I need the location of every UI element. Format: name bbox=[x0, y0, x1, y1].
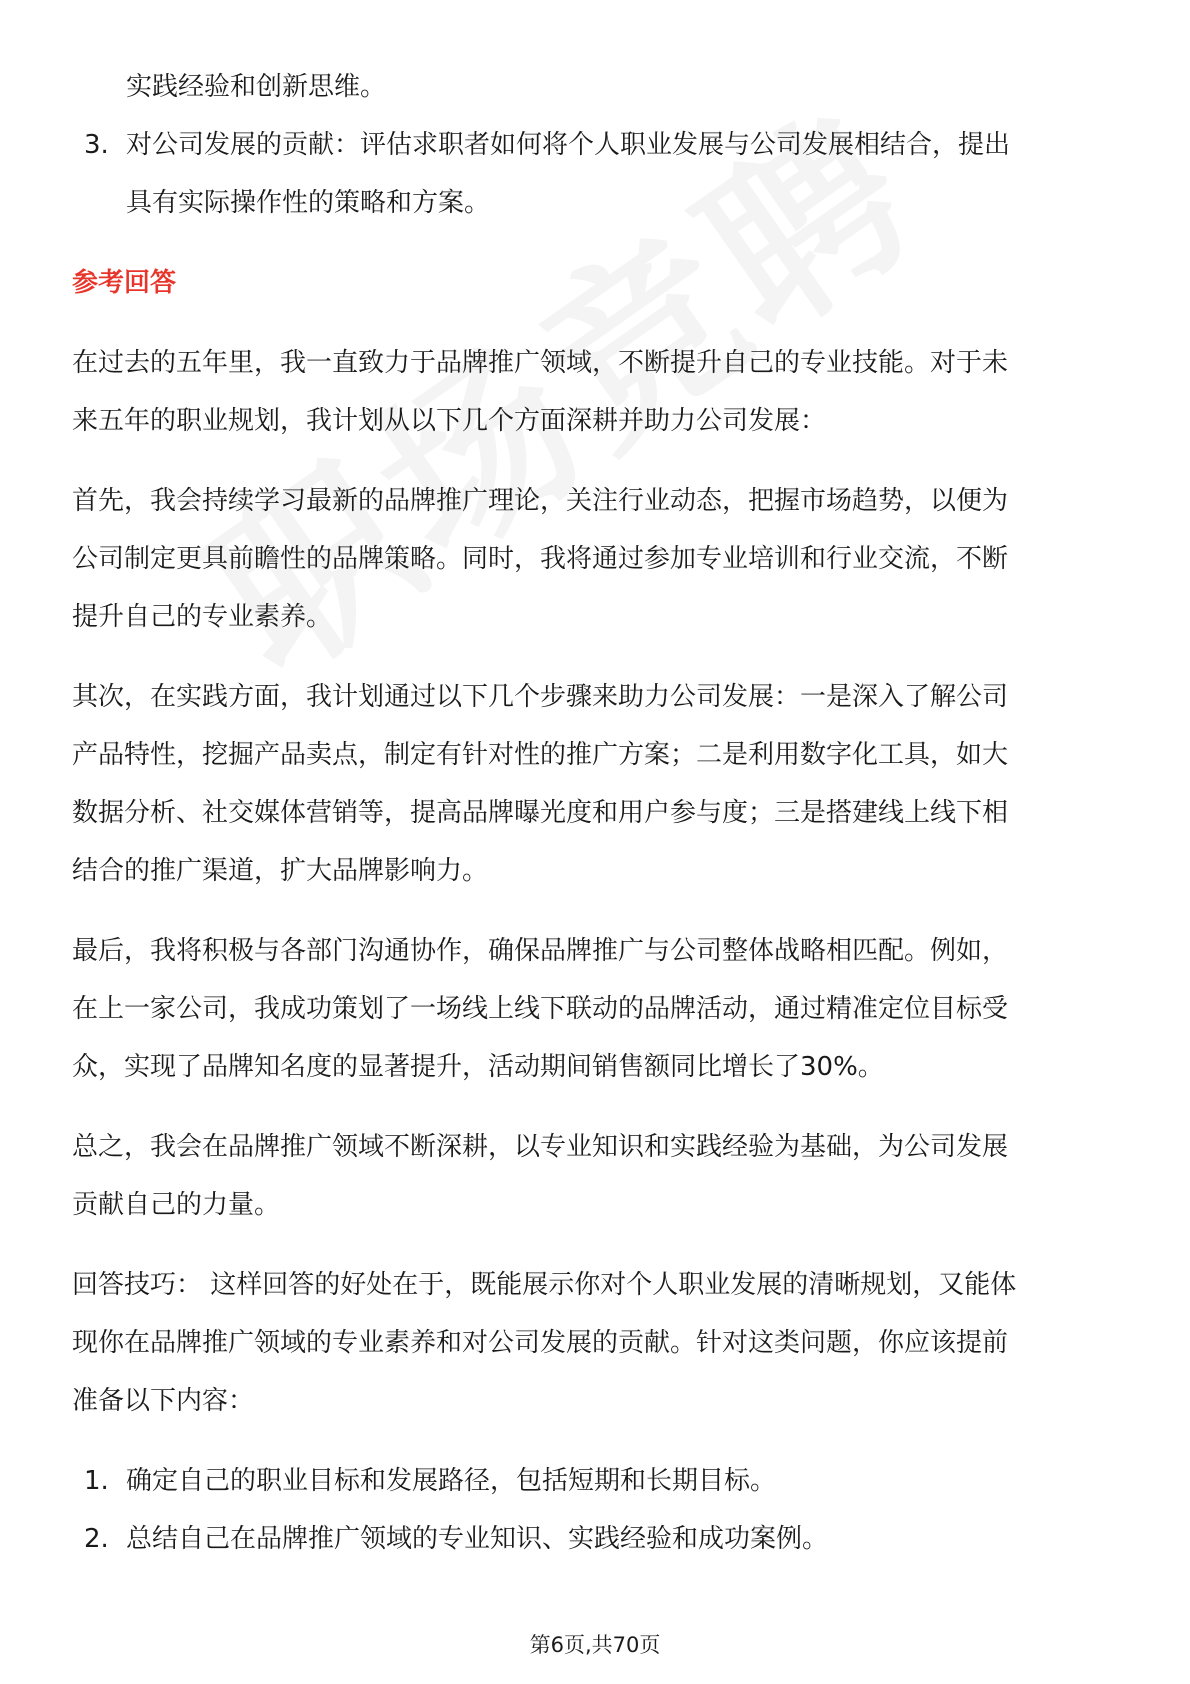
list-item-1 bbox=[72, 1452, 1122, 1510]
paragraph-line: 总之，我会在品牌推广领域不断深耕，以专业知识和实践经验为基础，为公司发展 bbox=[72, 1132, 1009, 1162]
list-item-continuation: 实践经验和创新思维。 bbox=[126, 72, 387, 102]
paragraph-line: 提升自己的专业素养。 bbox=[72, 602, 333, 632]
paragraph-line: 在上一家公司，我成功策划了一场线上线下联动的品牌活动，通过精准定位目标受 bbox=[72, 994, 1009, 1024]
paragraph-line: 公司制定更具前瞻性的品牌策略。同时，我将通过参加专业培训和行业交流，不断 bbox=[72, 544, 1009, 574]
paragraph-line: 贡献自己的力量。 bbox=[72, 1190, 281, 1220]
paragraph-line: 产品特性，挖掘产品卖点，制定有针对性的推广方案；二是利用数字化工具，如大 bbox=[72, 740, 1009, 770]
list-item-line: 具有实际操作性的策略和方案。 bbox=[126, 188, 491, 218]
paragraph-line: 准备以下内容： bbox=[72, 1386, 255, 1416]
paragraph-line: 众，实现了品牌知名度的显著提升，活动期间销售额同比增长了30%。 bbox=[72, 1052, 884, 1082]
paragraph-line: 其次，在实践方面，我计划通过以下几个步骤来助力公司发展：一是深入了解公司 bbox=[72, 682, 1009, 712]
page-content bbox=[72, 58, 1122, 1568]
paragraph-line: 最后，我将积极与各部门沟通协作，确保品牌推广与公司整体战略相匹配。例如， bbox=[72, 936, 1009, 966]
paragraph-third bbox=[72, 922, 1122, 1096]
list-number: 1. bbox=[84, 1466, 109, 1496]
paragraph-intro bbox=[72, 334, 1122, 450]
list-number: 3. bbox=[84, 130, 109, 160]
list-item-2 bbox=[72, 1510, 1122, 1568]
paragraph-summary bbox=[72, 1118, 1122, 1234]
list-item-line: 对公司发展的贡献：评估求职者如何将个人职业发展与公司发展相结合，提出 bbox=[126, 130, 1011, 160]
paragraph-line: 现你在品牌推广领域的专业素养和对公司发展的贡献。针对这类问题，你应该提前 bbox=[72, 1328, 1009, 1358]
paragraph-line: 首先，我会持续学习最新的品牌推广理论，关注行业动态，把握市场趋势，以便为 bbox=[72, 486, 1009, 516]
list-item-3 bbox=[72, 116, 1122, 232]
paragraph-first bbox=[72, 472, 1122, 646]
paragraph-tips bbox=[72, 1256, 1122, 1430]
page-footer: 第6页,共70页 bbox=[529, 1633, 661, 1657]
paragraph-line: 结合的推广渠道，扩大品牌影响力。 bbox=[72, 856, 489, 886]
paragraph-line: 在过去的五年里，我一直致力于品牌推广领域，不断提升自己的专业技能。对于未 bbox=[72, 348, 1009, 378]
paragraph-line: 回答技巧： 这样回答的好处在于，既能展示你对个人职业发展的清晰规划，又能体 bbox=[72, 1270, 1017, 1300]
answer-heading: 参考回答 bbox=[72, 268, 177, 298]
paragraph-second bbox=[72, 668, 1122, 900]
list-item-line: 确定自己的职业目标和发展路径，包括短期和长期目标。 bbox=[126, 1466, 777, 1496]
list-item-line: 总结自己在品牌推广领域的专业知识、实践经验和成功案例。 bbox=[126, 1524, 829, 1554]
list-number: 2. bbox=[84, 1524, 109, 1554]
paragraph-line: 数据分析、社交媒体营销等，提高品牌曝光度和用户参与度；三是搭建线上线下相 bbox=[72, 798, 1009, 828]
paragraph-line: 来五年的职业规划，我计划从以下几个方面深耕并助力公司发展： bbox=[72, 406, 827, 436]
